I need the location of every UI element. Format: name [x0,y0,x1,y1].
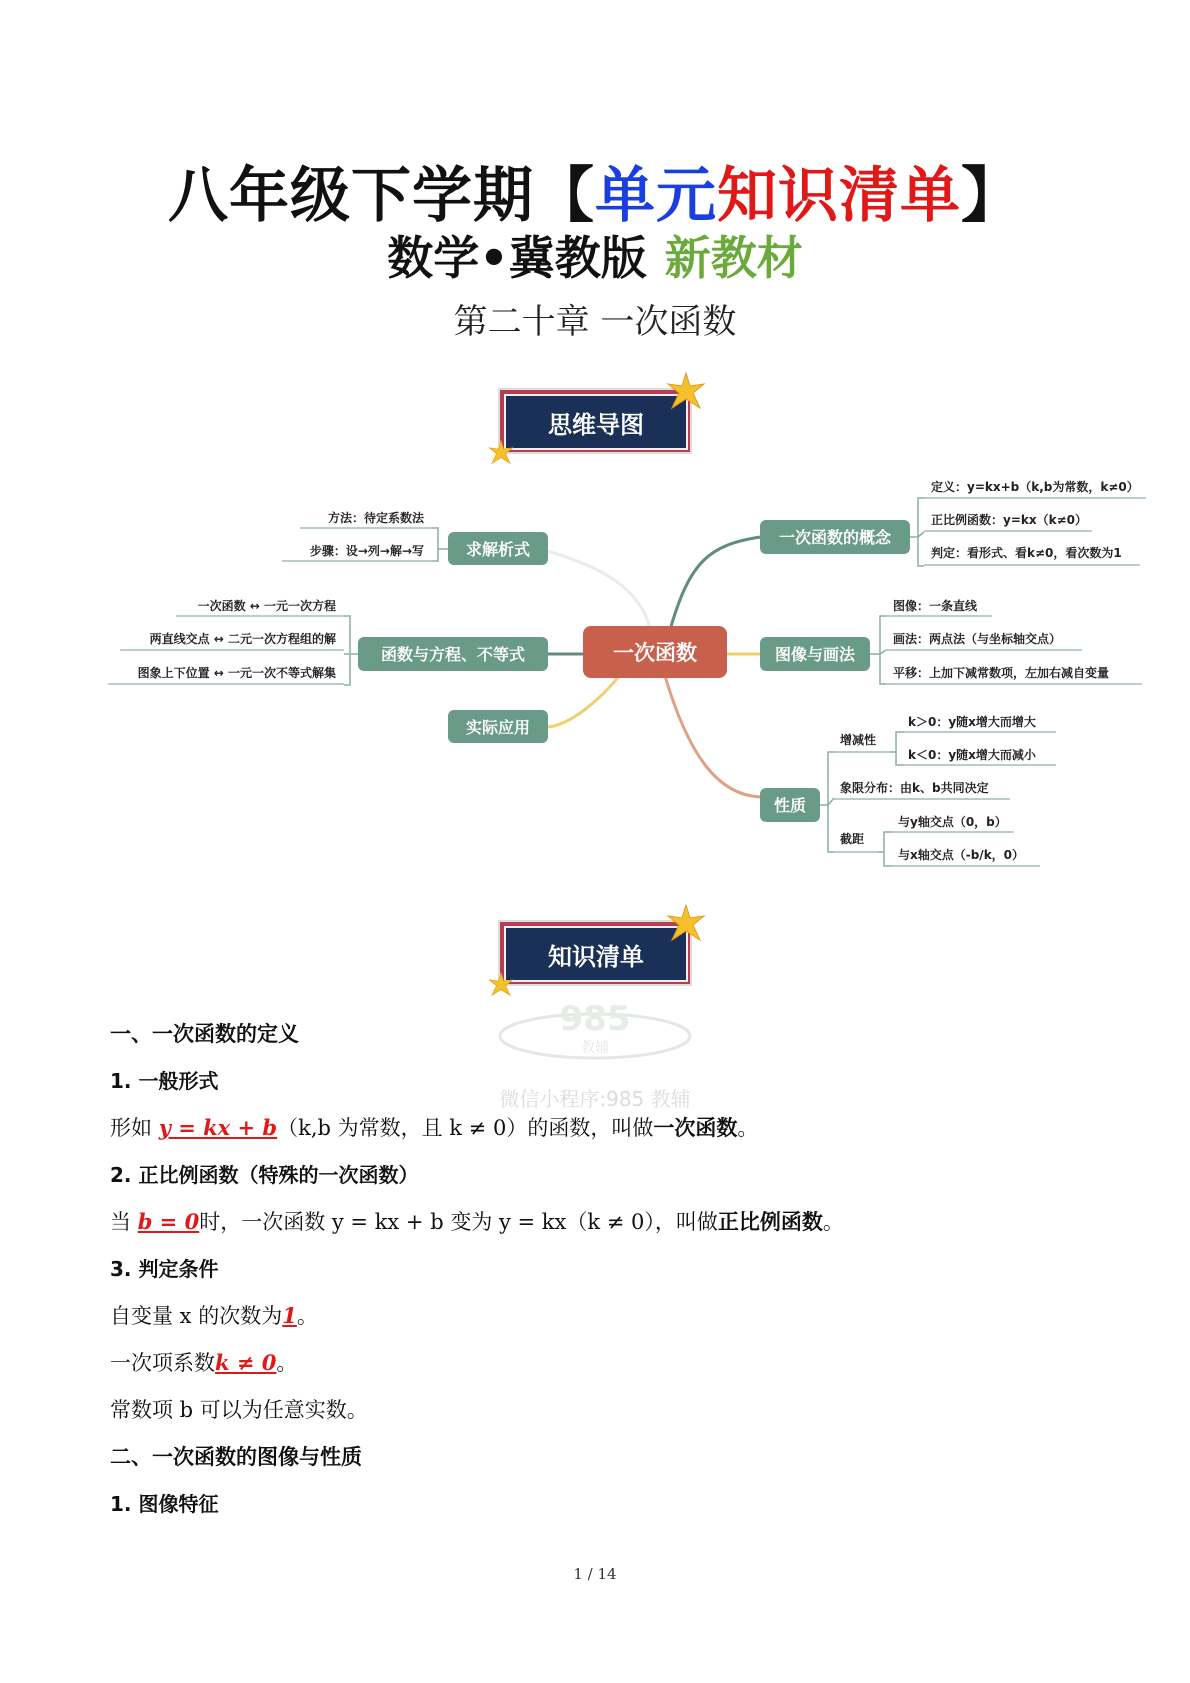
star-icon [488,440,514,466]
leaf-text: 画法：两点法（与坐标轴交点） [893,632,1062,646]
leaf-text: k＞0：y随x增大而增大 [908,715,1036,729]
subtitle-tag: 新教材 [664,231,803,285]
leaf-text: 步骤：设→列→解→写 [309,544,424,558]
leaf-text: 图像：一条直线 [893,599,978,613]
body-text: 形如 [110,1116,159,1140]
formula-answer: y = kx + b [158,1115,278,1140]
section-2-1-title: 1. 图像特征 [110,1492,219,1516]
section-1-1-title: 1. 一般形式 [110,1069,219,1093]
body-text: 一次项系数 [110,1351,215,1375]
section-1-2-title: 2. 正比例函数（特殊的一次函数） [110,1163,419,1187]
mindmap-diagram [0,470,1190,880]
svg-text:985: 985 [559,999,631,1039]
mindmap-banner [498,388,692,454]
title-part2: 单元 [595,161,717,231]
node-label: 函数与方程、不等式 [380,645,526,664]
answer-value: k ≠ 0 [215,1350,277,1375]
leaf-text: 平移：上加下减常数项，左加右减自变量 [893,666,1110,680]
section-1-3-item-a [110,1300,318,1330]
page-number: 1 / 14 [573,1565,617,1583]
node-label: 实际应用 [465,718,531,737]
body-text: 。 [296,1304,318,1328]
leaf-text: 与x轴交点（-b/k，0） [898,848,1025,862]
node-label: 图像与画法 [774,645,856,664]
group-label: 截距 [840,832,865,846]
body-text: 自变量 x 的次数为 [110,1304,283,1328]
section-1-title: 一、一次函数的定义 [110,1022,299,1046]
body-text: （k,b 为常数，且 k ≠ 0）的函数，叫做 [277,1116,654,1140]
mindmap-center: 一次函数 [613,641,697,665]
section-1-3-item-b [110,1347,297,1377]
title-part3: 知识清单 [717,161,961,231]
page-subtitle [0,222,1190,288]
body-text: 时，一次函数 y = kx + b 变为 y = kx（k ≠ 0），叫做 [199,1210,718,1234]
section-1-2-body [110,1206,844,1236]
body-text: 。 [822,1210,844,1234]
leaf-text: 象限分布：由k、b共同决定 [840,781,989,795]
subtitle-text: 数学•冀教版 [387,231,647,285]
star-icon [666,372,706,412]
term-bold: 一次函数 [653,1116,738,1140]
leaf-text: 一次函数 ↔ 一元一次方程 [197,599,336,613]
node-label: 求解析式 [465,540,531,559]
answer-value: 1 [282,1303,297,1328]
condition-answer: b = 0 [137,1209,200,1234]
body-text: 当 [110,1210,138,1234]
group-label: 增减性 [840,733,877,747]
section-1-1-body [110,1112,758,1142]
watermark-logo [490,996,700,1066]
leaf-text: 两直线交点 ↔ 二元一次方程组的解 [149,632,336,646]
leaf-text: 正比例函数：y=kx（k≠0） [931,513,1087,527]
watermark-text: 微信小程序:985 教辅 [499,1087,691,1111]
star-icon [488,972,514,998]
leaf-text: 与y轴交点（0，b） [898,815,1007,829]
title-part4: 】 [961,161,1022,231]
knowledge-banner-label: 知识清单 [504,926,688,982]
node-label: 一次函数的概念 [778,528,892,547]
star-icon [666,904,706,944]
term-bold: 正比例函数 [717,1210,823,1234]
leaf-text: k＜0：y随x增大而减小 [908,748,1036,762]
title-part1: 八年级下学期【 [168,161,595,231]
knowledge-banner [498,920,692,986]
chapter-title: 第二十章 一次函数 [453,302,737,342]
leaf-text: 图象上下位置 ↔ 一元一次不等式解集 [137,666,336,680]
leaf-text: 方法：待定系数法 [327,511,424,525]
section-1-3-item-c: 常数项 b 可以为任意实数。 [110,1398,368,1422]
node-label: 性质 [773,796,807,815]
section-1-3-title: 3. 判定条件 [110,1257,219,1281]
section-2-title: 二、一次函数的图像与性质 [110,1445,362,1469]
leaf-text: 判定：看形式、看k≠0，看次数为1 [931,546,1122,560]
leaf-text: 定义：y=kx+b（k,b为常数，k≠0） [931,480,1139,494]
mindmap-banner-label: 思维导图 [504,394,688,450]
body-text: 。 [276,1351,298,1375]
watermark-logo-text: 教辅 [581,1040,609,1056]
body-text: 。 [737,1116,759,1140]
